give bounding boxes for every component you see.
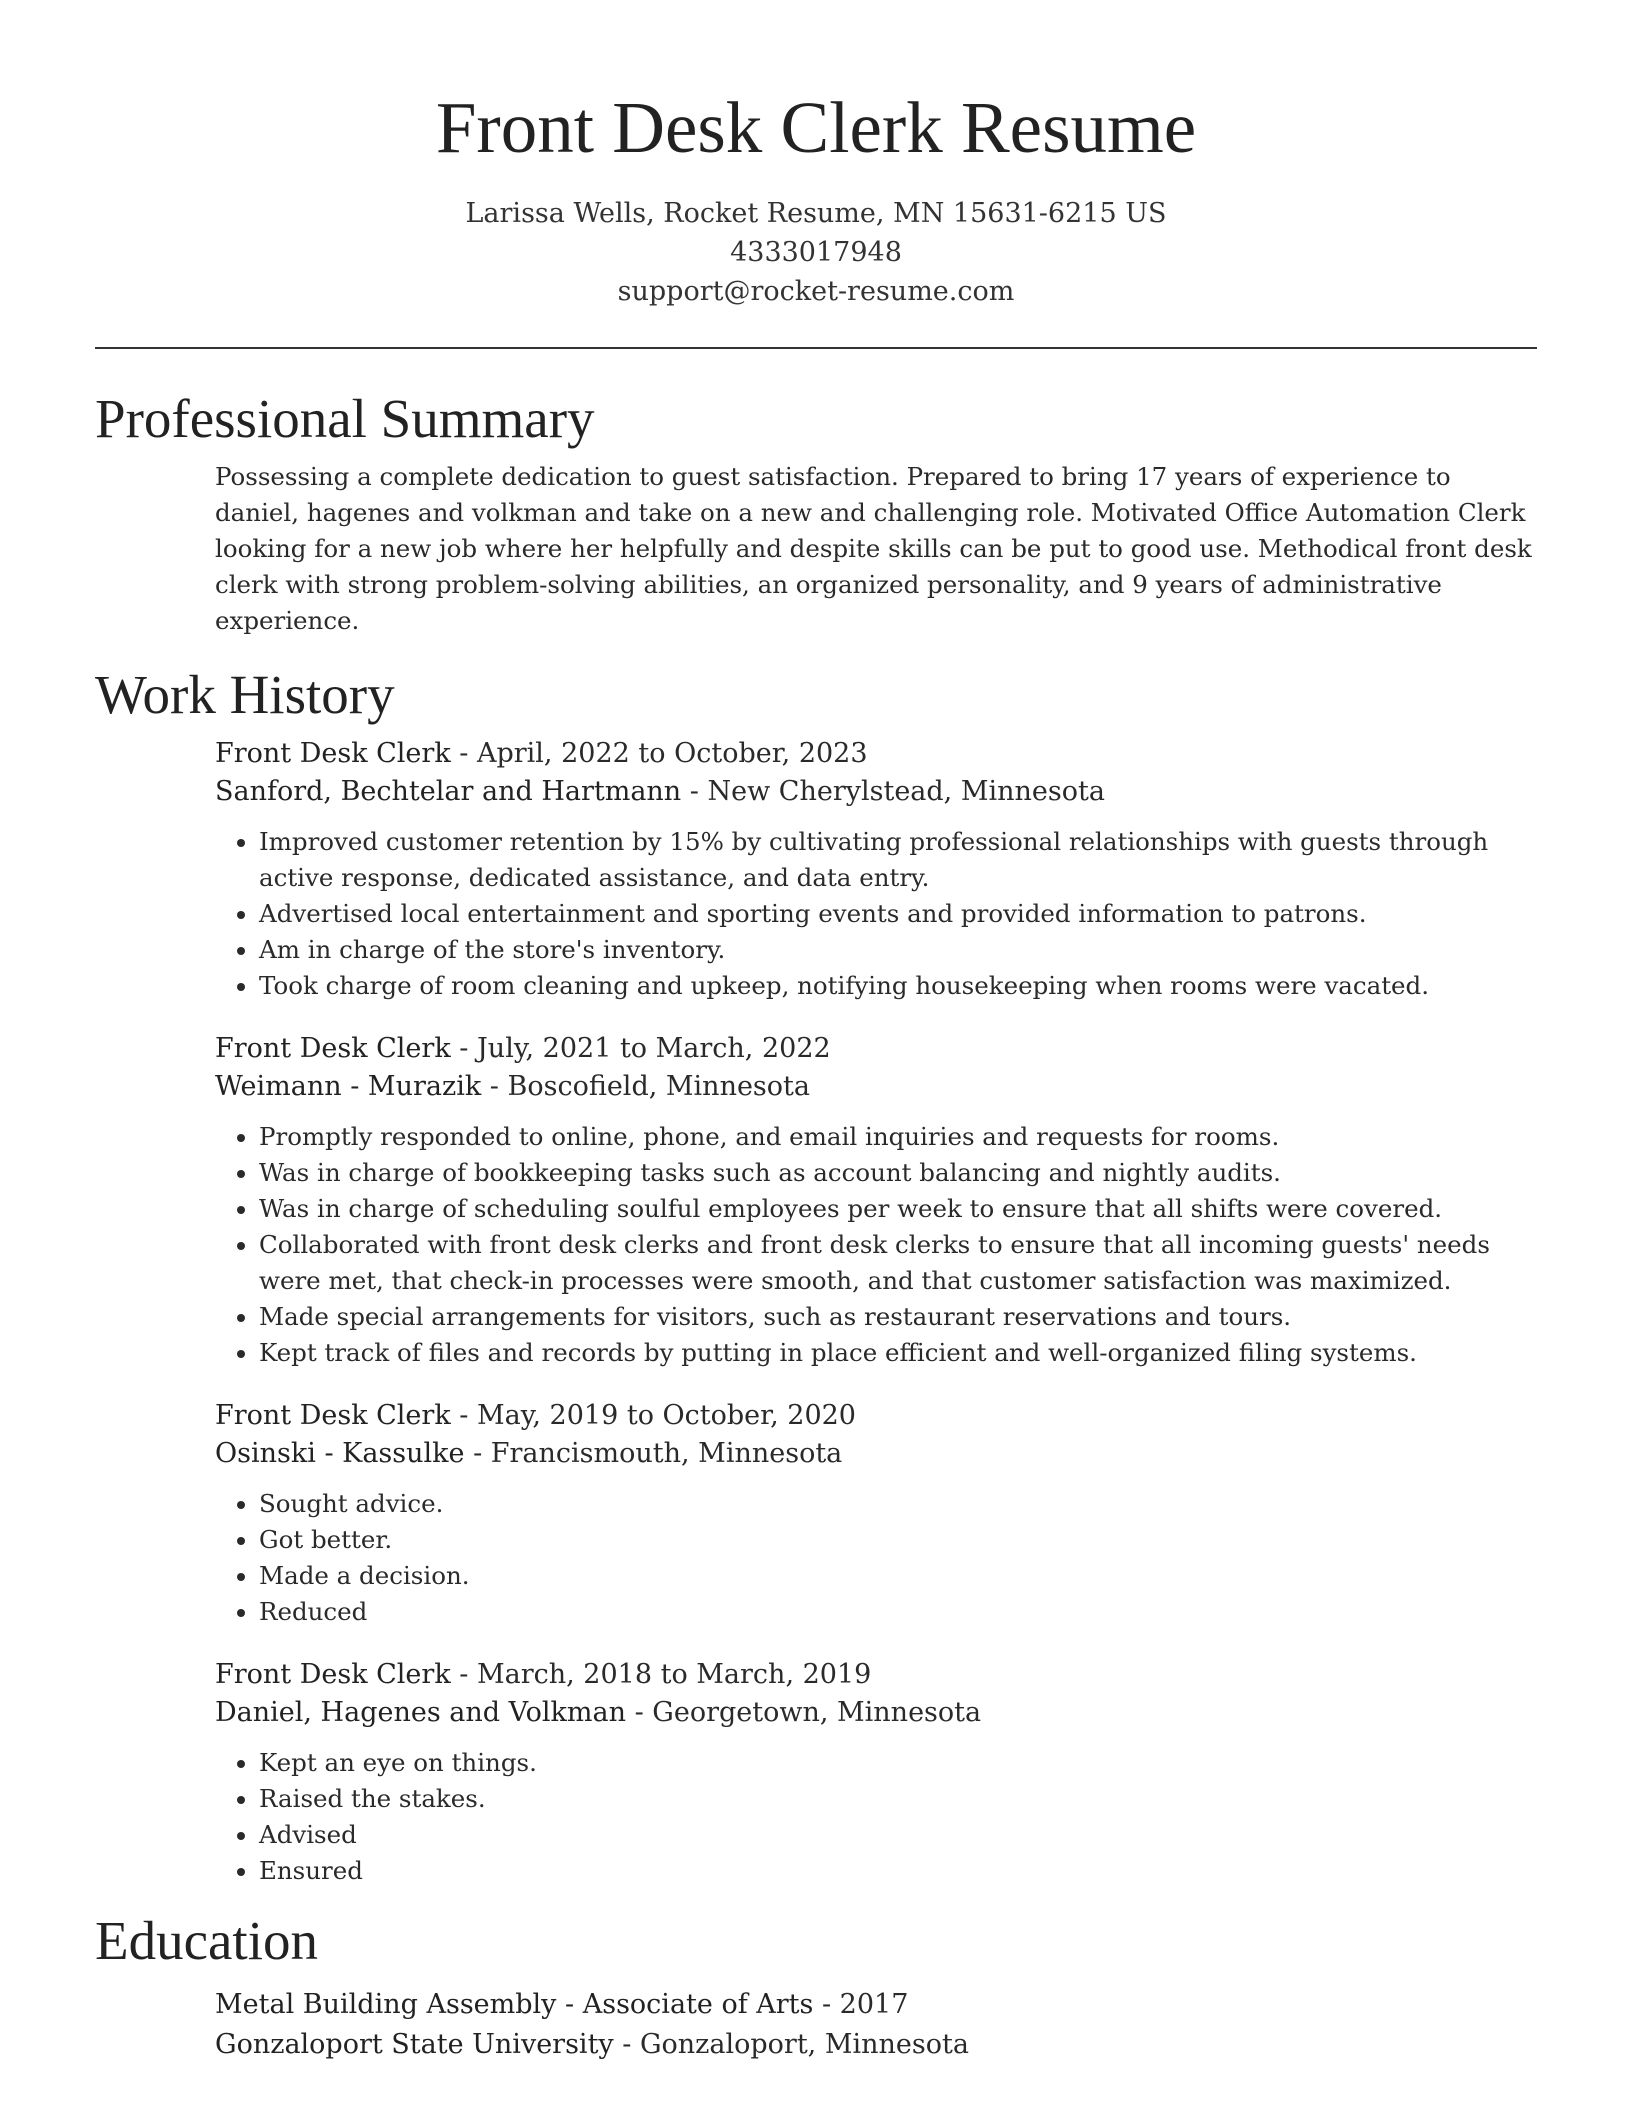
job-dates: - March, 2018 to March, 2019 [450,1659,872,1690]
job-title: Front Desk Clerk [215,1659,451,1690]
job-location: - New Cherylstead, Minnesota [681,776,1105,807]
job-company: Daniel, Hagenes and Volkman [215,1697,626,1728]
job-title: Front Desk Clerk [215,738,451,769]
job-dates: - May, 2019 to October, 2020 [450,1400,856,1431]
job-bullets [215,824,1537,1004]
job-bullets [215,1119,1537,1371]
job-bullet: • Raised the stakes. [259,1781,1537,1817]
education-degree: Metal Building Assembly - Associate of Arts [215,1989,814,2020]
job-bullet: • Was in charge of scheduling soulful employees per week to ensure that all shifts were covered. [259,1191,1537,1227]
job-bullet: • Kept track of files and records by putting in place efficient and well-organized filing systems. [259,1335,1537,1371]
job-company: Weimann - Murazik [215,1071,482,1102]
education-degree-line [215,1985,1537,2025]
education-year: - 2017 [813,1989,909,2020]
job-dates: - April, 2022 to October, 2023 [450,738,868,769]
education-school: Gonzaloport State University [215,2029,614,2060]
job-title-line [215,1397,1537,1435]
job-title: Front Desk Clerk [215,1400,451,1431]
summary-heading: Professional Summary [95,388,595,449]
job-bullet: • Took charge of room cleaning and upkeep, notifying housekeeping when rooms were vacated. [259,968,1537,1004]
job-title-line [215,1656,1537,1694]
job-entry [215,1656,1537,1889]
job-bullet: • Made a decision. [259,1558,1537,1594]
job-entry [215,1397,1537,1630]
job-bullet: • Improved customer retention by 15% by cultivating professional relationships with guests through active response, dedicated assistance, and data entry. [259,824,1537,896]
contact-address: Larissa Wells, Rocket Resume, MN 15631-6215 US [465,198,1167,229]
job-bullet: • Ensured [259,1853,1537,1889]
job-bullet: • Advertised local entertainment and sporting events and provided information to patrons. [259,896,1537,932]
job-location: - Georgetown, Minnesota [625,1697,982,1728]
job-company: Sanford, Bechtelar and Hartmann [215,776,682,807]
work-history-heading: Work History [95,664,395,725]
job-dates: - July, 2021 to March, 2022 [450,1033,831,1064]
contact-block [95,194,1537,311]
job-bullets [215,1486,1537,1630]
job-location: - Boscofield, Minnesota [481,1071,810,1102]
education-heading: Education [95,1910,318,1971]
job-entry [215,735,1537,1004]
work-history-section [95,735,1537,1889]
job-bullet: • Got better. [259,1522,1537,1558]
job-company-line [215,773,1537,811]
header-divider [95,347,1537,349]
job-company: Osinski - Kassulke [215,1438,465,1469]
job-bullet: • Made special arrangements for visitors, such as restaurant reservations and tours. [259,1299,1537,1335]
job-location: - Francismouth, Minnesota [464,1438,843,1469]
job-bullets [215,1745,1537,1889]
job-bullet: • Advised [259,1817,1537,1853]
education-location: - Gonzaloport, Minnesota [613,2029,969,2060]
summary-text: Possessing a complete dedication to guest satisfaction. Prepared to bring 17 years of experience to daniel, hagenes and volkman and take on a new and challenging role. Motivated Office Automation Clerk looking for a new job where her helpfully and despite skills can be put to good use. Methodical front desk clerk with strong problem-solving abilities, an organized personality, and 9 years of administrative experience. [215,462,1532,635]
job-bullet: • Am in charge of the store's inventory. [259,932,1537,968]
job-title: Front Desk Clerk [215,1033,451,1064]
job-company-line [215,1068,1537,1106]
job-bullet: • Kept an eye on things. [259,1745,1537,1781]
job-entry [215,1030,1537,1371]
contact-email: support@rocket-resume.com [617,276,1015,307]
job-bullet: • Reduced [259,1594,1537,1630]
job-bullet: • Promptly responded to online, phone, and email inquiries and requests for rooms. [259,1119,1537,1155]
education-section [95,1985,1537,2065]
job-bullet: • Was in charge of bookkeeping tasks such as account balancing and nightly audits. [259,1155,1537,1191]
resume-title: Front Desk Clerk Resume [435,87,1197,168]
job-company-line [215,1435,1537,1473]
job-company-line [215,1694,1537,1732]
summary-section [95,459,1537,639]
job-bullet: • Sought advice. [259,1486,1537,1522]
job-bullet: • Collaborated with front desk clerks and front desk clerks to ensure that all incoming guests' needs were met, that check-in processes were smooth, and that customer satisfaction was maximized. [259,1227,1537,1299]
education-school-line [215,2025,1537,2065]
job-title-line [215,735,1537,773]
contact-phone: 4333017948 [730,237,902,268]
job-title-line [215,1030,1537,1068]
